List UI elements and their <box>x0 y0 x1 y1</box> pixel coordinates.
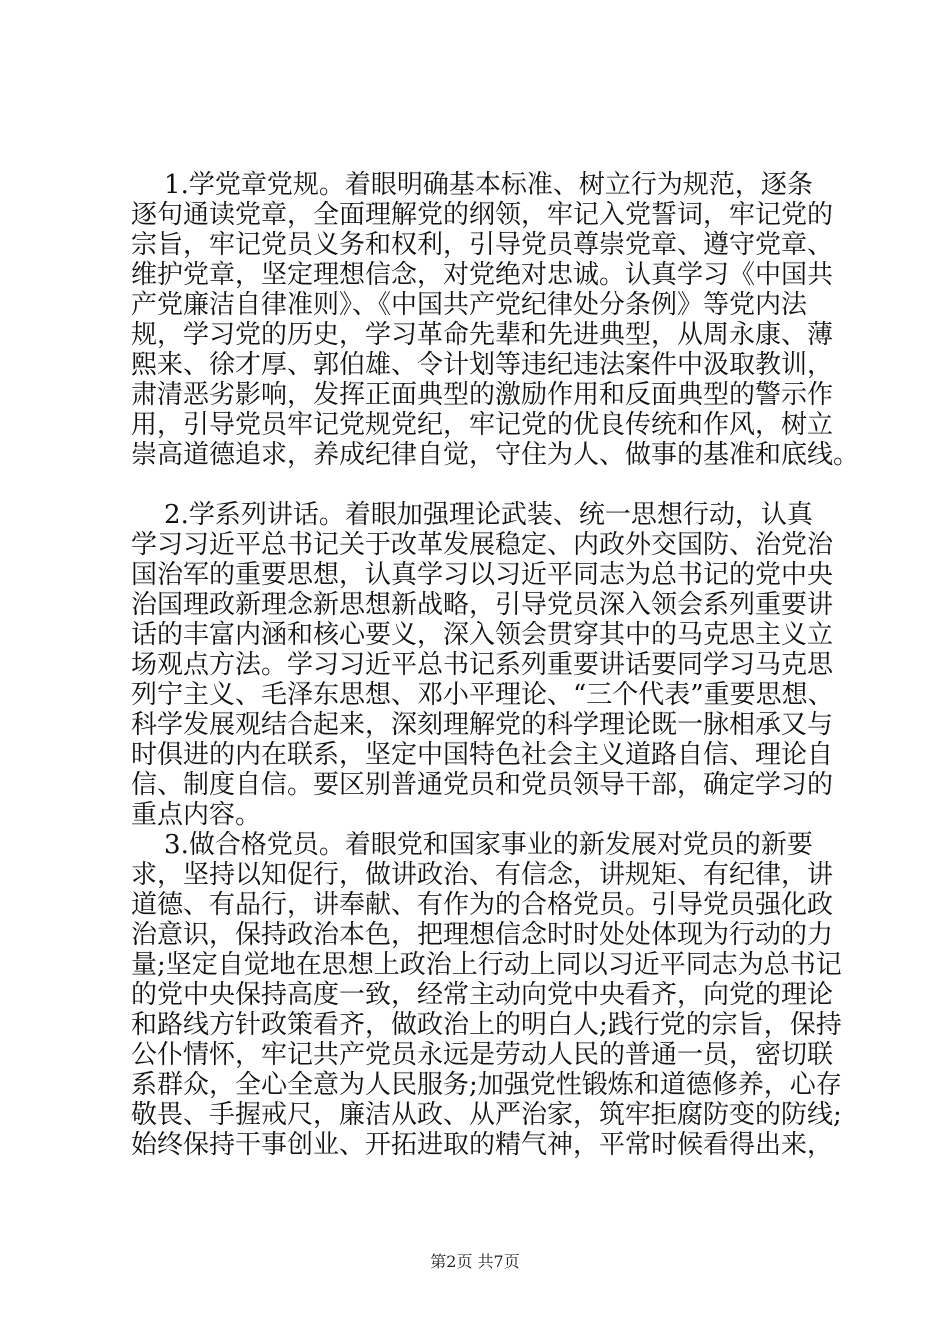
text-line: 量;坚定自觉地在思想上政治上行动上同以习近平同志为总书记 <box>131 950 842 980</box>
paragraph-study-speeches <box>131 500 834 830</box>
text-line: 学习习近平总书记关于改革发展稳定、内政外交国防、治党治 <box>131 530 834 560</box>
text-line: 1.学党章党规。着眼明确基本标准、树立行为规范，逐条 <box>131 170 813 200</box>
paragraph-study-party-constitution <box>131 170 860 470</box>
text-line: 宗旨，牢记党员义务和权利，引导党员尊崇党章、遵守党章、 <box>131 230 834 260</box>
text-line: 崇高道德追求，养成纪律自觉，守住为人、做事的基准和底线。 <box>131 440 860 470</box>
paragraph-spacer <box>131 470 831 500</box>
text-line: 规，学习党的历史，学习革命先辈和先进典型，从周永康、薄 <box>131 320 834 350</box>
text-line: 时俱进的内在联系，坚定中国特色社会主义道路自信、理论自 <box>131 740 834 770</box>
text-line: 2.学系列讲话。着眼加强理论武装、统一思想行动，认真 <box>131 500 813 530</box>
document-body <box>131 170 860 1160</box>
text-line: 始终保持干事创业、开拓进取的精气神，平常时候看得出来， <box>131 1130 834 1160</box>
text-line: 用，引导党员牢记党规党纪，牢记党的优良传统和作风，树立 <box>131 410 834 440</box>
text-line: 话的丰富内涵和核心要义，深入领会贯穿其中的马克思主义立 <box>131 620 834 650</box>
text-line: 求，坚持以知促行，做讲政治、有信念，讲规矩、有纪律，讲 <box>131 860 834 890</box>
text-line: 场观点方法。学习习近平总书记系列重要讲话要同学习马克思 <box>131 650 834 680</box>
text-line: 国治军的重要思想，认真学习以习近平同志为总书记的党中央 <box>131 560 834 590</box>
text-line: 信、制度自信。要区别普通党员和党员领导干部，确定学习的 <box>131 770 834 800</box>
text-line: 逐句通读党章，全面理解党的纲领，牢记入党誓词，牢记党的 <box>131 200 834 230</box>
text-line: 治意识，保持政治本色，把理想信念时时处处体现为行动的力 <box>131 920 834 950</box>
page-number-footer: 第2页 共7页 <box>430 1252 520 1271</box>
text-line: 治国理政新理念新思想新战略，引导党员深入领会系列重要讲 <box>131 590 834 620</box>
text-line: 维护党章，坚定理想信念，对党绝对忠诚。认真学习《中国共 <box>131 260 834 290</box>
text-line: 肃清恶劣影响，发挥正面典型的激励作用和反面典型的警示作 <box>131 380 834 410</box>
text-line: 3.做合格党员。着眼党和国家事业的新发展对党员的新要 <box>131 830 813 860</box>
text-line: 和路线方针政策看齐，做政治上的明白人;践行党的宗旨，保持 <box>131 1010 842 1040</box>
text-line: 列宁主义、毛泽东思想、邓小平理论、“三个代表”重要思想、 <box>131 680 834 710</box>
text-line: 敬畏、手握戒尺，廉洁从政、从严治家，筑牢拒腐防变的防线; <box>131 1100 842 1130</box>
text-line: 公仆情怀，牢记共产党员永远是劳动人民的普通一员，密切联 <box>131 1040 834 1070</box>
text-line: 重点内容。 <box>131 800 262 830</box>
text-line: 科学发展观结合起来，深刻理解党的科学理论既一脉相承又与 <box>131 710 834 740</box>
text-line: 道德、有品行，讲奉献、有作为的合格党员。引导党员强化政 <box>131 890 834 920</box>
text-line: 熙来、徐才厚、郭伯雄、令计划等违纪违法案件中汲取教训， <box>131 350 834 380</box>
text-line: 产党廉洁自律准则》、《中国共产党纪律处分条例》等党内法 <box>131 290 808 320</box>
paragraph-qualified-member <box>131 830 842 1160</box>
text-line: 的党中央保持高度一致，经常主动向党中央看齐，向党的理论 <box>131 980 834 1010</box>
text-line: 系群众，全心全意为人民服务;加强党性锻炼和道德修养，心存 <box>131 1070 842 1100</box>
